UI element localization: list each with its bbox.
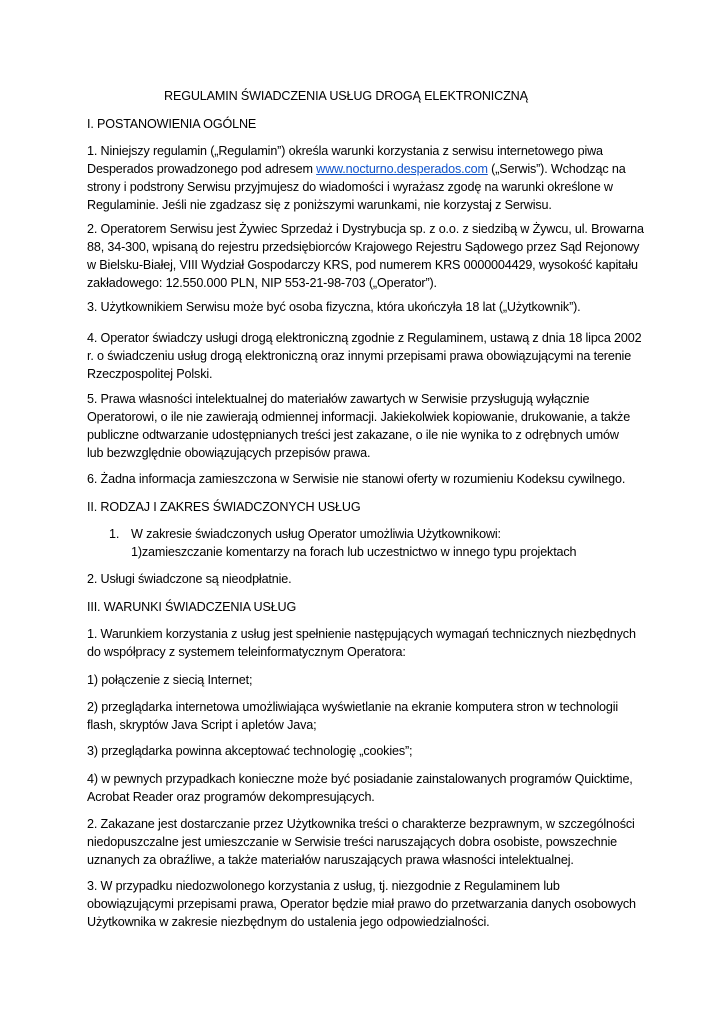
text-line: 5. Prawa własności intelektualnej do materiałów zawartych w Serwisie przysługują wyłącznie [87, 392, 590, 406]
paragraph-3 [87, 298, 647, 316]
requirement-2 [87, 698, 647, 734]
paragraph-5 [87, 390, 647, 462]
paragraph-2 [87, 220, 647, 292]
section-heading-scope: II. RODZAJ I ZAKRES ŚWIADCZONYCH USŁUG [87, 500, 361, 514]
text-line: 4. Operator świadczy usługi drogą elektroniczną zgodnie z Regulaminem, ustawą z dnia 18 lipca 2002 [87, 331, 642, 345]
text-line: 1) połączenie z siecią Internet; [87, 673, 253, 687]
text-line: lub bezwzględnie obowiązujących przepisów prawa. [87, 446, 371, 460]
text-line: 3. W przypadku niedozwolonego korzystania z usług, tj. niezgodnie z Regulaminem lub [87, 879, 560, 893]
paragraph-4 [87, 329, 647, 383]
conditions-paragraph-3 [87, 877, 647, 931]
section-heading-general: I. POSTANOWIENIA OGÓLNE [87, 117, 257, 131]
scope-list-item: 1. W zakresie świadczonych usług Operator umożliwia Użytkownikowi: 1)zamieszczanie komentarzy na forach lub uczestnictwo w innego typu projektach [109, 527, 577, 559]
text-line: niedopuszczalne jest umieszczanie w Serwisie treści naruszających dobra osobiste, powszechnie [87, 835, 617, 849]
requirement-3 [87, 742, 647, 760]
conditions-paragraph-1 [87, 625, 647, 661]
text-line: 3. Użytkownikiem Serwisu może być osoba fizyczna, która ukończyła 18 lat („Użytkownik”). [87, 300, 581, 314]
requirement-4 [87, 770, 647, 806]
text-line: flash, skryptów Java Script i apletów Java; [87, 718, 317, 732]
text-line: w Bielsku-Białej, VIII Wydział Gospodarczy KRS, pod numerem KRS 0000004429, wysokość kapitału [87, 258, 638, 272]
text-line: 2. Zakazane jest dostarczanie przez Użytkownika treści o charakterze bezprawnym, w szczególności [87, 817, 635, 831]
text-line: 88, 34-300, wpisaną do rejestru przedsiębiorców Krajowego Rejestru Sądowego przez Sąd Rejonowy [87, 240, 640, 254]
text-line: 2. Operatorem Serwisu jest Żywiec Sprzedaż i Dystrybucja sp. z o.o. z siedzibą w Żywcu, ul. Browarna [87, 222, 644, 236]
document-title: REGULAMIN ŚWIADCZENIA USŁUG DROGĄ ELEKTRONICZNĄ [164, 89, 528, 103]
conditions-paragraph-2 [87, 815, 647, 869]
text-line: 4) w pewnych przypadkach konieczne może być posiadanie zainstalowanych programów Quicktime, [87, 772, 633, 786]
paragraph-6 [87, 470, 647, 488]
text-line: 2) przeglądarka internetowa umożliwiająca wyświetlanie na ekranie komputera stron w technologii [87, 700, 619, 714]
paragraph-1: 1. Niniejszy regulamin („Regulamin”) określa warunki korzystania z serwisu internetowego piwa Desperados prowadzonego pod adresem www.nocturno.desperados.com („Serwis”). Wchodząc na strony i podstrony Serwisu przyjmujesz do wiadomości i wyrażasz zgodę na warunki określone w Regulaminie. Jeśli nie zgadzasz się z poniższymi warunkami, nie korzystaj z Serwisu. [87, 144, 626, 212]
text-line: zakładowego: 12.550.000 PLN, NIP 553-21-98-703 („Operator”). [87, 276, 437, 290]
text-line: 1. Warunkiem korzystania z usług jest spełnienie następujących wymagań technicznych niezbędnych [87, 627, 636, 641]
text-line: Acrobat Reader oraz programów dekompresujących. [87, 790, 375, 804]
text-line: 2. Usługi świadczone są nieodpłatnie. [87, 572, 292, 586]
text-line: Rzeczpospolitej Polski. [87, 367, 213, 381]
text-line: uznanych za obraźliwe, a także materiałów naruszających prawa własności intelektualnej. [87, 853, 574, 867]
section-heading-conditions: III. WARUNKI ŚWIADCZENIA USŁUG [87, 600, 297, 614]
text-line: 3) przeglądarka powinna akceptować technologię „cookies”; [87, 744, 413, 758]
text-line: Użytkownika w zakresie niezbędnym do ustalenia jego odpowiedzialności. [87, 915, 490, 929]
text-line: obowiązującymi przepisami prawa, Operator będzie miał prawo do przetwarzania danych osobowych [87, 897, 636, 911]
text-line: publiczne odtwarzanie udostępnianych treści jest zakazane, o ile nie wynika to z odrębnych umów [87, 428, 619, 442]
text-line: do współpracy z systemem teleinformatycznym Operatora: [87, 645, 406, 659]
text-line: r. o świadczeniu usług drogą elektroniczną oraz innymi przepisami prawa obowiązującymi na terenie [87, 349, 632, 363]
requirement-1 [87, 671, 647, 689]
text-line: Operatorowi, o ile nie zawierają odmiennej informacji. Jakiekolwiek kopiowanie, drukowanie, a także [87, 410, 631, 424]
scope-paragraph-2 [87, 570, 647, 588]
service-url-link[interactable]: www.nocturno.desperados.com [316, 162, 488, 176]
text-line: 6. Żadna informacja zamieszczona w Serwisie nie stanowi oferty w rozumieniu Kodeksu cywilnego. [87, 472, 626, 486]
